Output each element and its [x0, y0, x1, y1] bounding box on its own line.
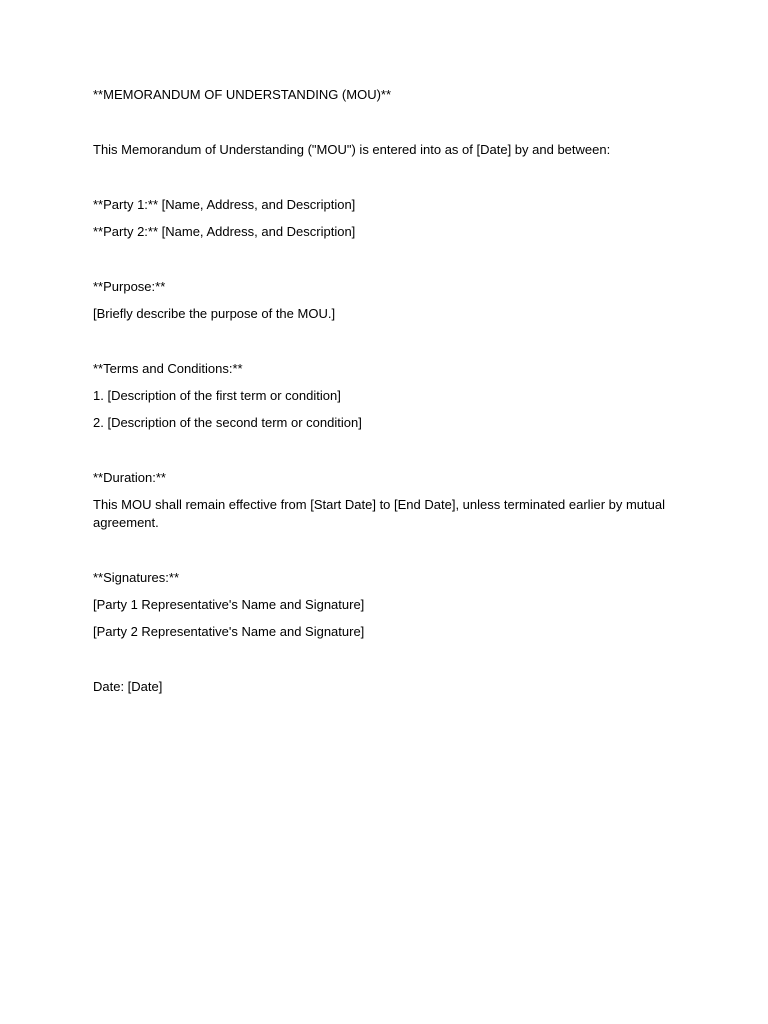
intro-paragraph: This Memorandum of Understanding ("MOU") is entered into as of [Date] by and between: [93, 142, 611, 157]
signature-party-2: [Party 2 Representative's Name and Signature] [93, 624, 365, 639]
signature-party-1: [Party 1 Representative's Name and Signature] [93, 597, 365, 612]
duration-text: This MOU shall remain effective from [Start Date] to [End Date], unless terminated earlier by mutual agreement. [93, 497, 665, 530]
document-page [93, 86, 683, 696]
term-2: 2. [Description of the second term or condition] [93, 415, 362, 430]
purpose-text: [Briefly describe the purpose of the MOU.] [93, 306, 336, 321]
party-2-line: **Party 2:** [Name, Address, and Description] [93, 224, 356, 239]
party-1-line: **Party 1:** [Name, Address, and Description] [93, 197, 356, 212]
purpose-heading: **Purpose:** [93, 279, 166, 294]
term-1: 1. [Description of the first term or condition] [93, 388, 341, 403]
duration-heading: **Duration:** [93, 470, 166, 485]
date-line: Date: [Date] [93, 679, 163, 694]
terms-heading: **Terms and Conditions:** [93, 361, 243, 376]
document-title: **MEMORANDUM OF UNDERSTANDING (MOU)** [93, 87, 392, 102]
signatures-heading: **Signatures:** [93, 570, 179, 585]
